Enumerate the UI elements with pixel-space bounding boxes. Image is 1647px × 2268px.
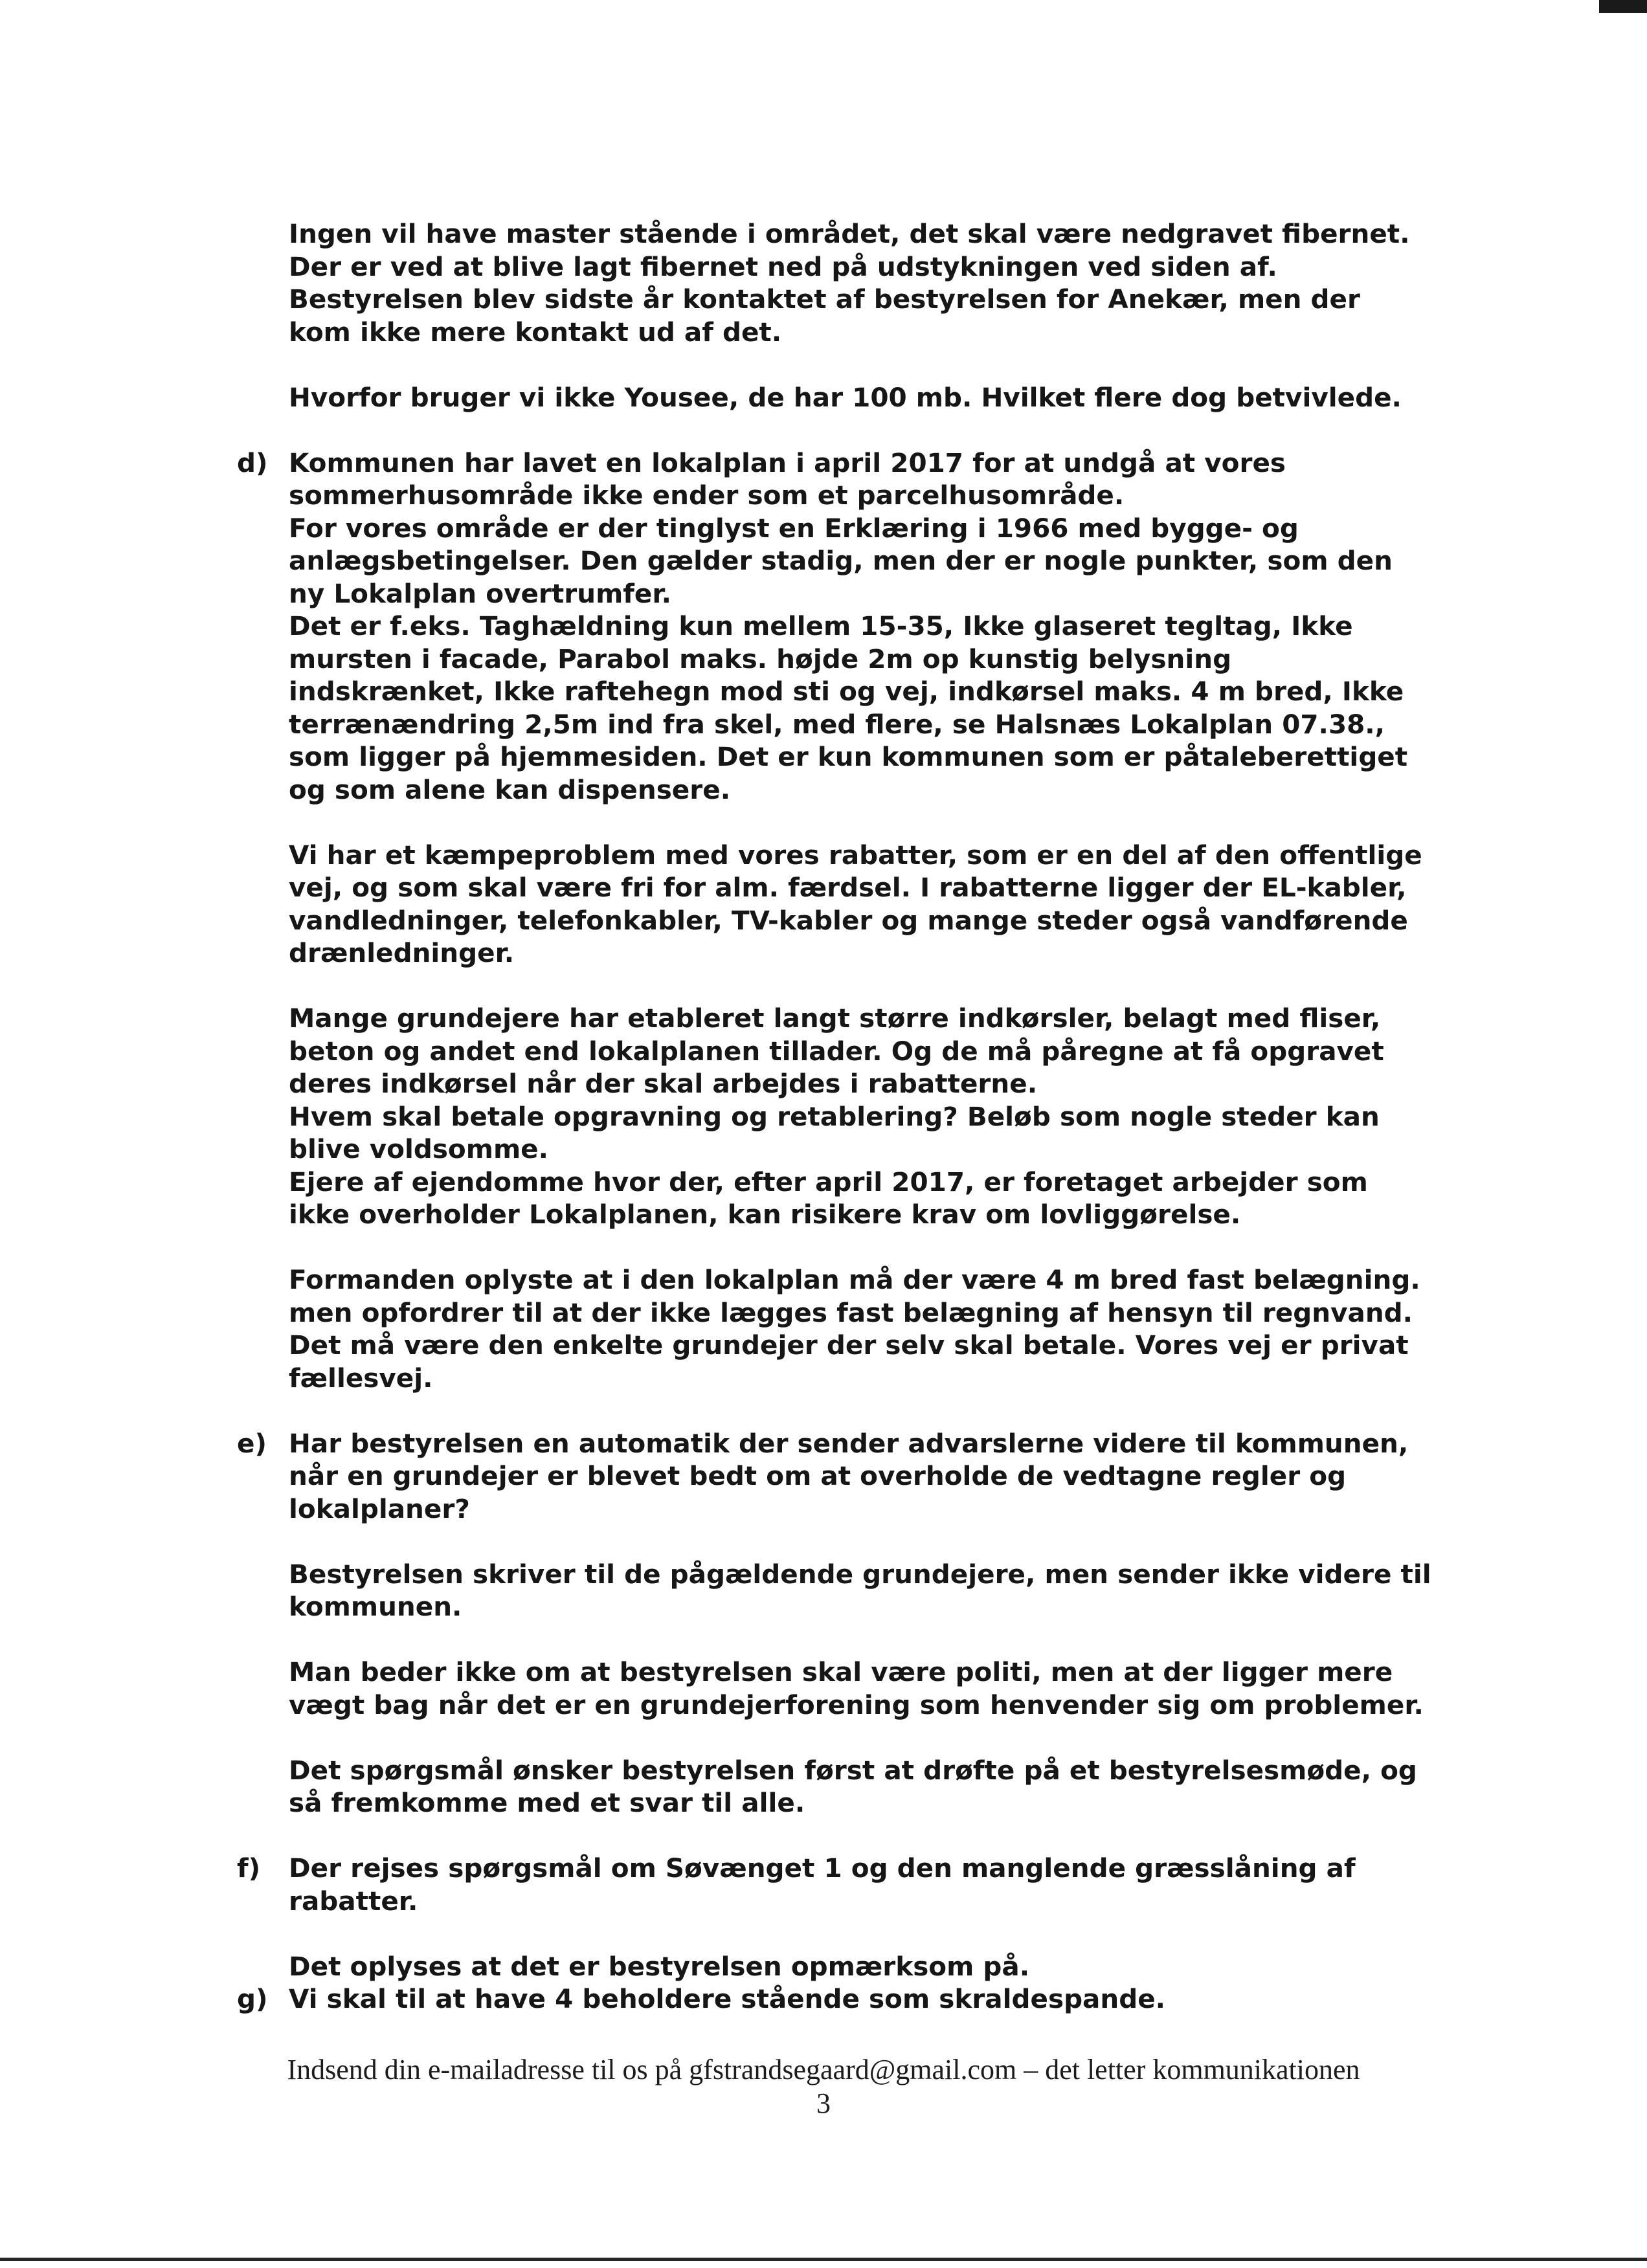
- text-line: så fremkomme med et svar til alle.: [289, 1787, 805, 1818]
- text-line: kommunen.: [289, 1591, 462, 1622]
- list-item-letter: g): [237, 1983, 268, 2014]
- text-line: kom ikke mere kontakt ud af det.: [289, 316, 782, 348]
- text-line: når en grundejer er blevet bedt om at overholde de vedtagne regler og: [289, 1460, 1347, 1491]
- text-line: drænledninger.: [289, 937, 515, 968]
- text-line: vandledninger, telefonkabler, TV-kabler og mange steder også vandførende: [289, 904, 1408, 936]
- text-line: Vi har et kæmpeproblem med vores rabatter, som er en del af den offentlige: [289, 839, 1422, 871]
- text-line: vej, og som skal være fri for alm. færdsel. I rabatterne ligger der EL-kabler,: [289, 872, 1407, 903]
- text-line: anlægsbetingelser. Den gælder stadig, men der er nogle punkter, som den: [289, 545, 1393, 576]
- text-line: Det er f.eks. Taghældning kun mellem 15-35, Ikke glaseret tegltag, Ikke: [289, 610, 1353, 641]
- text-line: men opfordrer til at der ikke lægges fast belægning af hensyn til regnvand.: [289, 1296, 1413, 1328]
- list-item-paragraph: [289, 839, 1473, 970]
- list-item-letter: e): [237, 1427, 267, 1459]
- list-item-paragraph: [289, 1983, 1473, 2016]
- text-line: For vores område er der tinglyst en Erklæring i 1966 med bygge- og: [289, 512, 1299, 544]
- page-number: 3: [816, 2087, 831, 2119]
- page-footer: [0, 2053, 1647, 2120]
- intro-paragraph: [289, 217, 1473, 348]
- text-line: og som alene kan dispensere.: [289, 773, 731, 805]
- text-line: Man beder ikke om at bestyrelsen skal være politi, men at der ligger mere: [289, 1656, 1393, 1687]
- text-line: Hvem skal betale opgravning og retablering? Beløb som nogle steder kan: [289, 1100, 1380, 1132]
- text-line: blive voldsomme.: [289, 1133, 549, 1164]
- footer-note: Indsend din e-mailadresse til os på gfstrandsegaard@gmail.com – det letter kommunikationen: [287, 2054, 1360, 2085]
- text-line: Det spørgsmål ønsker bestyrelsen først at drøfte på et bestyrelsesmøde, og: [289, 1754, 1417, 1786]
- text-line: Ejere af ejendomme hvor der, efter april 2017, er foretaget arbejder som: [289, 1166, 1368, 1197]
- list-item-letter: d): [237, 447, 268, 478]
- text-line: Vi skal til at have 4 beholdere stående som skraldespande.: [289, 1983, 1166, 2014]
- list-item-letter: f): [237, 1852, 261, 1884]
- text-line: Bestyrelsen blev sidste år kontaktet af bestyrelsen for Anekær, men der: [289, 284, 1360, 315]
- text-line: Bestyrelsen skriver til de pågældende grundejere, men sender ikke videre til: [289, 1558, 1431, 1590]
- scan-bottom-edge: [0, 2258, 1647, 2261]
- text-line: vægt bag når det er en grundejerforening som henvender sig om problemer.: [289, 1689, 1424, 1720]
- text-line: terrænændring 2,5m ind fra skel, med flere, se Halsnæs Lokalplan 07.38.,: [289, 708, 1385, 740]
- text-line: Ingen vil have master stående i området, det skal være nedgravet fibernet.: [289, 218, 1410, 249]
- text-line: Har bestyrelsen en automatik der sender advarslerne videre til kommunen,: [289, 1427, 1409, 1459]
- text-line: Hvorfor bruger vi ikke Yousee, de har 100 mb. Hvilket flere dog betvivlede.: [289, 381, 1402, 413]
- text-line: deres indkørsel når der skal arbejdes i rabatterne.: [289, 1068, 1038, 1099]
- intro-paragraph: [289, 381, 1473, 414]
- text-line: Kommunen har lavet en lokalplan i april 2017 for at undgå at vores: [289, 447, 1286, 478]
- text-line: Det må være den enkelte grundejer der selv skal betale. Vores vej er privat: [289, 1329, 1409, 1361]
- list-item-paragraph: [289, 1002, 1473, 1231]
- list-item-paragraph: [289, 1263, 1473, 1394]
- text-line: Mange grundejere har etableret langt større indkørsler, belagt med fliser,: [289, 1003, 1381, 1034]
- list-item: [237, 1983, 1473, 2016]
- list-item-paragraph: [289, 1950, 1473, 1983]
- text-line: lokalplaner?: [289, 1493, 470, 1524]
- text-line: mursten i facade, Parabol maks. højde 2m op kunstig belysning: [289, 643, 1232, 674]
- text-line: fællesvej.: [289, 1362, 433, 1394]
- text-line: Det oplyses at det er bestyrelsen opmærksom på.: [289, 1950, 1030, 1982]
- list-item-paragraph: [289, 447, 1473, 806]
- scan-corner-mark: [1599, 0, 1647, 13]
- text-line: beton og andet end lokalplanen tillader. Og de må påregne at få opgravet: [289, 1035, 1384, 1067]
- text-line: ikke overholder Lokalplanen, kan risikere krav om lovliggørelse.: [289, 1199, 1241, 1230]
- text-line: Der er ved at blive lagt fibernet ned på udstykningen ved siden af.: [289, 250, 1277, 282]
- text-line: som ligger på hjemmesiden. Det er kun kommunen som er påtaleberettiget: [289, 741, 1408, 772]
- list-item-paragraph: [289, 1558, 1473, 1623]
- text-line: sommerhusområde ikke ender som et parcelhusområde.: [289, 480, 1125, 511]
- text-line: rabatter.: [289, 1885, 418, 1917]
- text-line: ny Lokalplan overtrumfer.: [289, 577, 671, 609]
- document-body: [237, 217, 1473, 2016]
- list-item-paragraph: [289, 1852, 1473, 1917]
- list-item-paragraph: [289, 1427, 1473, 1526]
- text-line: Der rejses spørgsmål om Søvænget 1 og den manglende græsslåning af: [289, 1852, 1356, 1884]
- list-item: [237, 1852, 1473, 1983]
- list-item-paragraph: [289, 1754, 1473, 1819]
- list-item: [237, 447, 1473, 1395]
- list-item: [237, 1427, 1473, 1819]
- text-line: Formanden oplyste at i den lokalplan må der være 4 m bred fast belægning.: [289, 1264, 1420, 1295]
- text-line: indskrænket, Ikke raftehegn mod sti og vej, indkørsel maks. 4 m bred, Ikke: [289, 676, 1404, 707]
- list-item-paragraph: [289, 1656, 1473, 1721]
